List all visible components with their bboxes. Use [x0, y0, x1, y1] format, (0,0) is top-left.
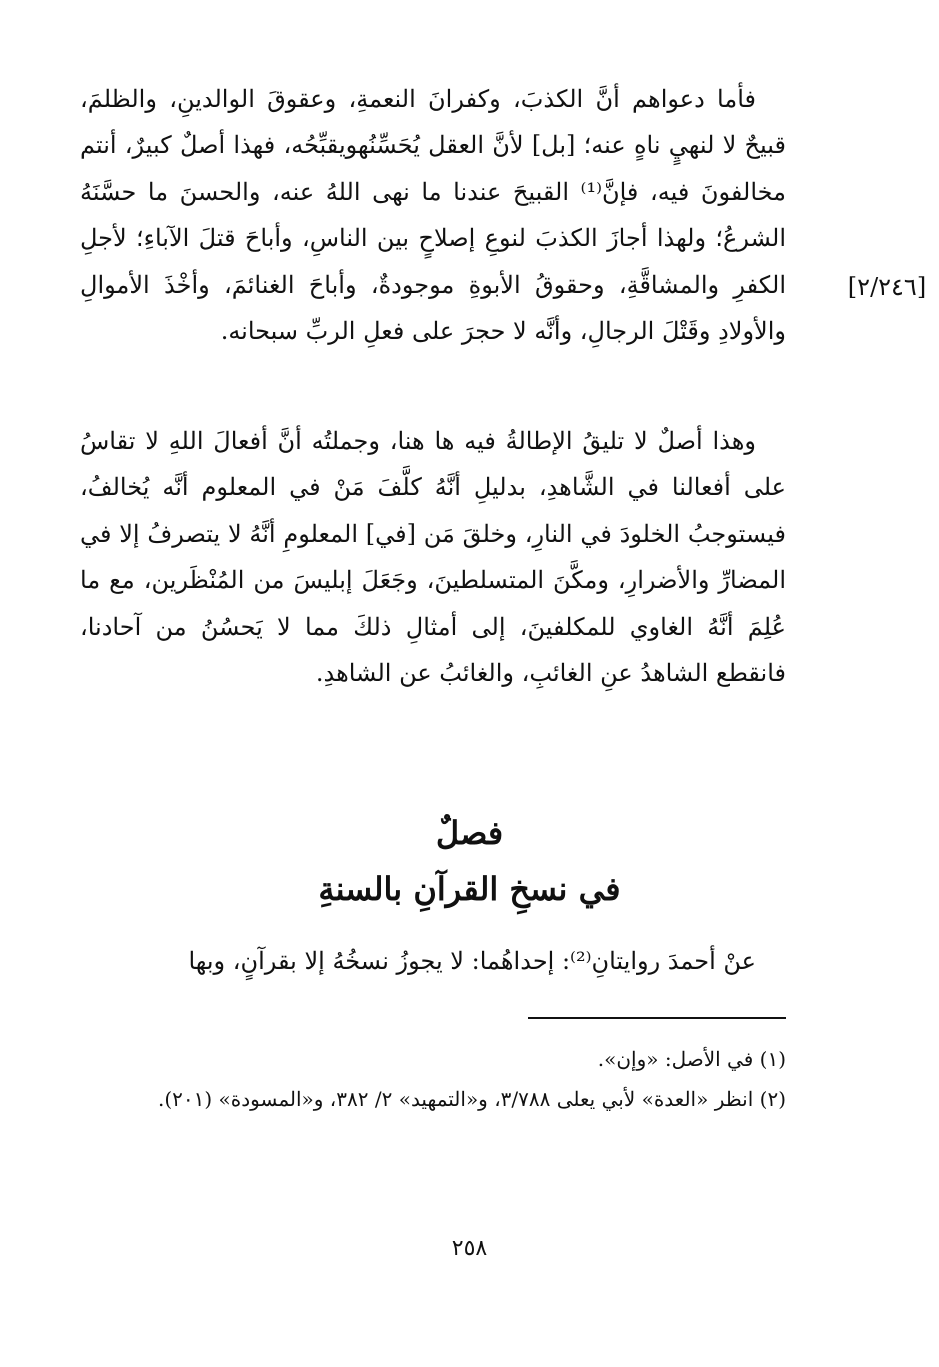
paragraph-2: وهذا أصلٌ لا تليقُ الإطالةُ فيه ها هنا، وجملتُه أنَّ أفعالَ اللهِ لا تقاسُ على أفعالنا في الشَّاهدِ، بدليلِ أنَّهُ كلَّفَ مَنْ في المعلوم أنَّه يُخالفُ، فيستوجبُ الخلودَ في النارِ، وخلقَ مَن [في] المعلومِ أنَّهُ لا يتصرفُ إلا في المضارِّ والأضرارِ، ومكَّنَ المتسلطينَ، وجَعَلَ إبليسَ من المُنْظَرين، مع ما عُلِمَ أنَّهُ الغاوي للمكلفينَ، إلى أمثالِ ذلكَ مما لا يَحسُنُ من آحادنا، فانقطع الشاهدُ عنِ الغائبِ، والغائبُ عن الشاهدِ.: [80, 427, 787, 688]
section-subheading: في نسخِ القرآنِ بالسنةِ: [318, 870, 621, 908]
paragraph-1: فأما دعواهم أنَّ الكذبَ، وكفرانَ النعمةِ، وعقوقَ الوالدينِ، والظلمَ، قبيحٌ لا لنهيٍ ناهٍ عنه؛ [بل] لأنَّ العقل يُحَسِّنُهويقبِّحُه، فهذا أصلٌ كبيرٌ، أنتم مخالفونَ فيه، فإنَّ⁽¹⁾ القبيحَ عندنا ما نهى اللهُ عنه، والحسنَ ما حسَّنَهُ الشرعُ؛ ولهذا أجازَ الكذبَ لنوعِ إصلاحٍ بين الناسِ، وأباحَ قتلَ الآباءِ؛ لأجلِ الكفرِ والمشاقَّةِ، وحقوقُ الأبوةِ موجودةٌ، وأباحَ الغنائمَ، وأخْذَ الأموالِ والأولادِ وقَتْلَ الرجالِ، وأنَّه لا حجرَ على فعلِ الربِّ سبحانه.: [80, 85, 787, 346]
footnote-1: (١) في الأصل: «وإن».: [597, 1047, 786, 1071]
margin-page-reference: [٢/٢٤٦]: [847, 273, 927, 301]
page-number: ٢٥٨: [451, 1236, 488, 1261]
footnote-divider: [528, 1017, 786, 1019]
footnote-2: (٢) انظر «العدة» لأبي يعلى ٣/٧٨٨، و«التمهيد» ٢/ ٣٨٢، و«المسودة» (٢٠١).: [157, 1087, 786, 1111]
section-heading: فصلٌ: [435, 814, 504, 852]
paragraph-3: عنْ أحمدَ روايتانِ⁽²⁾: إحداهُما: لا يجوزُ نسخُهُ إلا بقرآنٍ، وبها: [188, 947, 756, 975]
paragraph-3-block: [80, 938, 786, 984]
paragraph-2-block: [80, 418, 786, 696]
paragraph-1-block: [80, 76, 786, 354]
footnotes: [80, 1040, 786, 1120]
